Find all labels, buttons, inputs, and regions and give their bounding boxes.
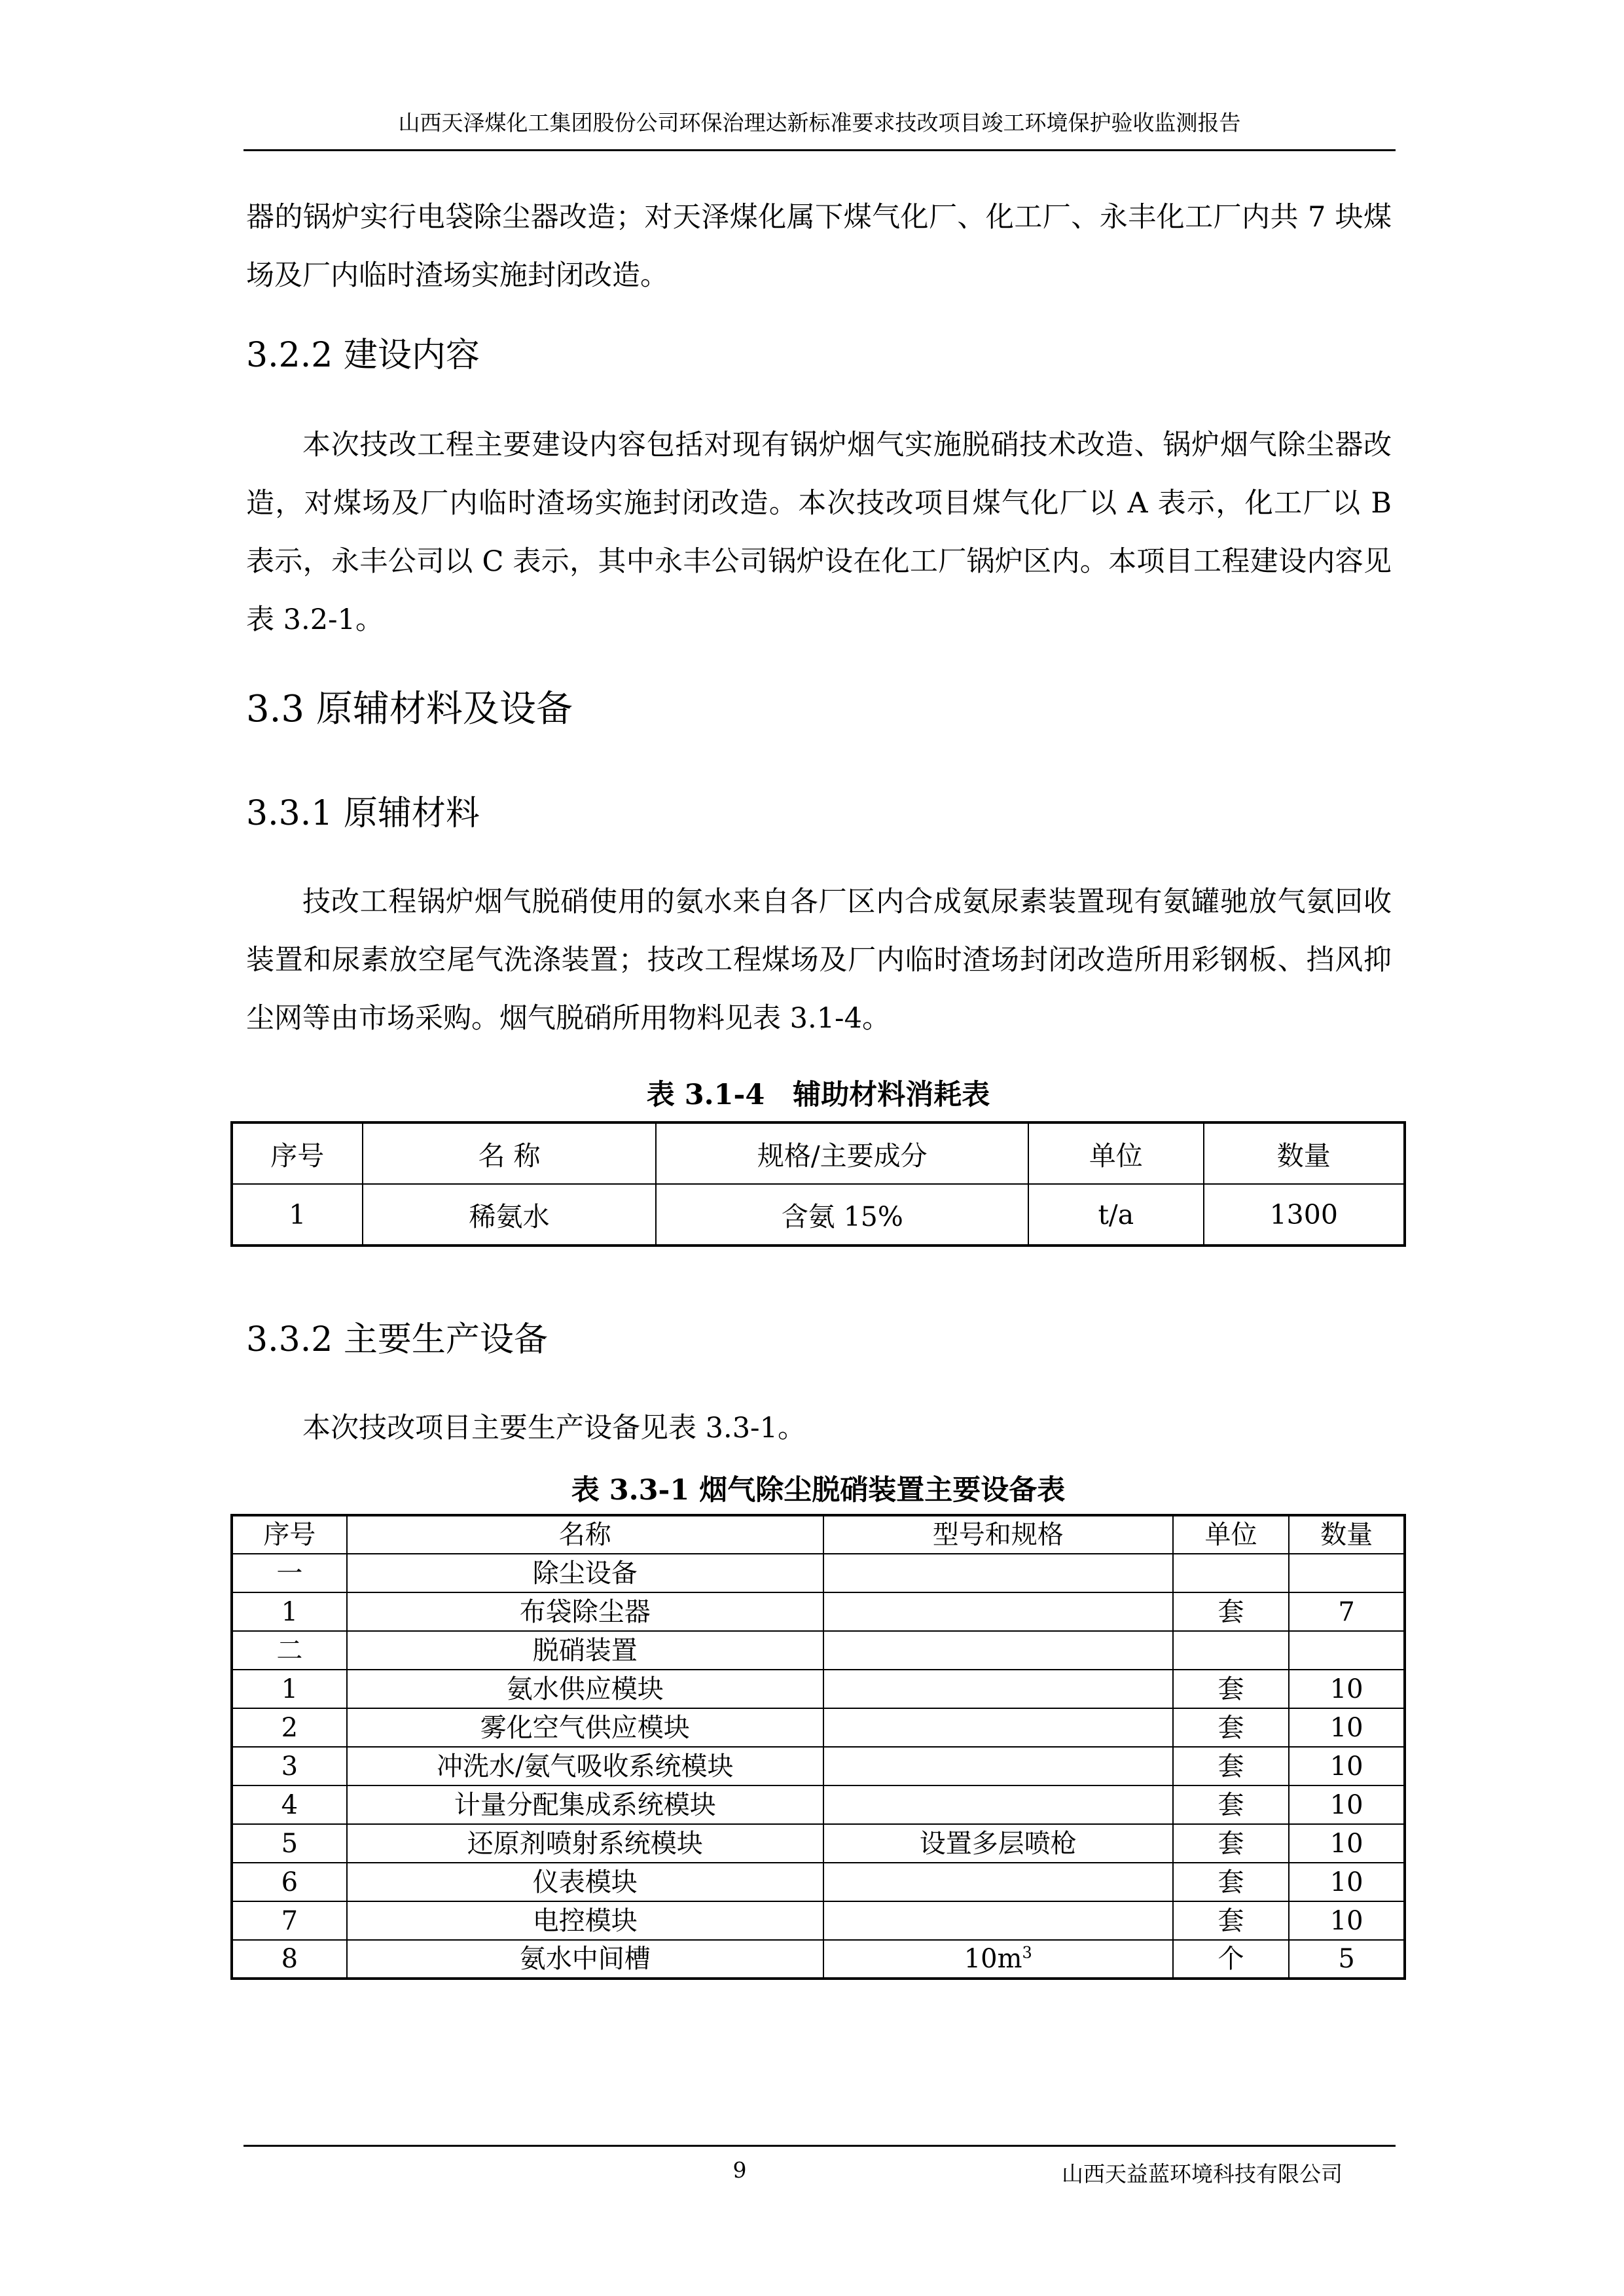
cell-quantity: 7 xyxy=(1289,1592,1405,1631)
cell-model xyxy=(823,1631,1173,1670)
cell-model xyxy=(823,1670,1173,1708)
cell-quantity: 10 xyxy=(1289,1785,1405,1824)
cell-index: 1 xyxy=(232,1592,347,1631)
cell-model xyxy=(823,1863,1173,1901)
cell-name: 计量分配集成系统模块 xyxy=(347,1785,823,1824)
cell-model xyxy=(823,1554,1173,1592)
cell-quantity: 5 xyxy=(1289,1940,1405,1979)
cell-name: 脱硝装置 xyxy=(347,1631,823,1670)
cell-name: 还原剂喷射系统模块 xyxy=(347,1824,823,1863)
cell-model xyxy=(823,1708,1173,1747)
cell-quantity: 10 xyxy=(1289,1824,1405,1863)
cell-unit: 套 xyxy=(1173,1708,1290,1747)
table-row xyxy=(232,1940,1405,1979)
cell-name: 电控模块 xyxy=(347,1901,823,1940)
cell-index: 8 xyxy=(232,1940,347,1979)
cell-unit: t/a xyxy=(1028,1184,1203,1246)
cell-unit: 套 xyxy=(1173,1901,1290,1940)
cell-model xyxy=(823,1592,1173,1631)
col-header-unit: 单位 xyxy=(1173,1515,1290,1554)
cell-model: $10m^3$ xyxy=(823,1940,1173,1979)
heading-3-2-2: 3.2.2 建设内容 xyxy=(246,336,480,375)
table-row xyxy=(232,1670,1405,1708)
col-header-unit: 单位 xyxy=(1028,1122,1203,1184)
table-row xyxy=(232,1863,1405,1901)
paragraph-equipment-intro: 本次技改项目主要生产设备见表 3.3-1。 xyxy=(302,1412,806,1444)
cell-quantity: 10 xyxy=(1289,1747,1405,1785)
cell-name: 稀氨水 xyxy=(363,1184,657,1246)
cell-unit: 个 xyxy=(1173,1940,1290,1979)
cell-name: 除尘设备 xyxy=(347,1554,823,1592)
cell-quantity: 10 xyxy=(1289,1670,1405,1708)
cell-unit xyxy=(1173,1554,1290,1592)
cell-unit: 套 xyxy=(1173,1863,1290,1901)
cell-index: 1 xyxy=(232,1670,347,1708)
heading-3-3-2: 3.3.2 主要生产设备 xyxy=(246,1320,548,1359)
table-header-row xyxy=(232,1122,1405,1184)
cell-name: 氨水供应模块 xyxy=(347,1670,823,1708)
paragraph-construction-content: 本次技改工程主要建设内容包括对现有锅炉烟气实施脱硝技术改造、锅炉烟气除尘器改造，对煤场及厂内临时渣场实施封闭改造。本次技改项目煤气化厂以 A 表示，化工厂以 B 表示，永丰公司以 C 表示，其中永丰公司锅炉设在化工厂锅炉区内。本项目工程建设内容见表 3.2-1。 xyxy=(246,429,1392,636)
cell-name: 布袋除尘器 xyxy=(347,1592,823,1631)
cell-unit: 套 xyxy=(1173,1824,1290,1863)
cell-unit: 套 xyxy=(1173,1592,1290,1631)
paragraph-continuation: 器的锅炉实行电袋除尘器改造；对天泽煤化属下煤气化厂、化工厂、永丰化工厂内共 7 块煤场及厂内临时渣场实施封闭改造。 xyxy=(246,201,1392,292)
table-row xyxy=(232,1708,1405,1747)
cell-name: 氨水中间槽 xyxy=(347,1940,823,1979)
col-header-index: 序号 xyxy=(232,1122,363,1184)
cell-spec: 含氨 15% xyxy=(656,1184,1028,1246)
col-header-name: 名 称 xyxy=(363,1122,657,1184)
cell-index: 3 xyxy=(232,1747,347,1785)
cell-model xyxy=(823,1785,1173,1824)
footer-rule xyxy=(244,2145,1396,2147)
table-header-row xyxy=(232,1515,1405,1554)
table-row xyxy=(232,1785,1405,1824)
table2-caption: 表 3.3-1 烟气除尘脱硝装置主要设备表 xyxy=(571,1474,1066,1507)
cell-quantity: 10 xyxy=(1289,1863,1405,1901)
cell-quantity: 1300 xyxy=(1204,1184,1405,1246)
table-aux-materials xyxy=(230,1121,1406,1247)
heading-3-3-1: 3.3.1 原辅材料 xyxy=(246,794,480,833)
col-header-quantity: 数量 xyxy=(1204,1122,1405,1184)
cell-index: 二 xyxy=(232,1631,347,1670)
cell-unit xyxy=(1173,1631,1290,1670)
cell-index: 1 xyxy=(232,1184,363,1246)
cell-quantity: 10 xyxy=(1289,1901,1405,1940)
table-row xyxy=(232,1824,1405,1863)
cell-index: 6 xyxy=(232,1863,347,1901)
cell-unit: 套 xyxy=(1173,1785,1290,1824)
table1-caption: 表 3.1-4 辅助材料消耗表 xyxy=(646,1079,990,1111)
table-equipment xyxy=(230,1514,1406,1980)
footer-company: 山西天益蓝环境科技有限公司 xyxy=(1062,2161,1343,2187)
cell-quantity xyxy=(1289,1631,1405,1670)
cell-quantity: 10 xyxy=(1289,1708,1405,1747)
page-header: 山西天泽煤化工集团股份公司环保治理达新标准要求技改项目竣工环境保护验收监测报告 xyxy=(398,110,1241,135)
cell-name: 仪表模块 xyxy=(347,1863,823,1901)
table-row xyxy=(232,1554,1405,1592)
table-row xyxy=(232,1901,1405,1940)
table-row xyxy=(232,1184,1405,1246)
cell-model xyxy=(823,1747,1173,1785)
table-row xyxy=(232,1592,1405,1631)
cell-index: 5 xyxy=(232,1824,347,1863)
cell-name: 雾化空气供应模块 xyxy=(347,1708,823,1747)
cell-name: 冲洗水/氨气吸收系统模块 xyxy=(347,1747,823,1785)
col-header-model: 型号和规格 xyxy=(823,1515,1173,1554)
paragraph-raw-materials: 技改工程锅炉烟气脱硝使用的氨水来自各厂区内合成氨尿素装置现有氨罐驰放气氨回收装置和尿素放空尾气洗涤装置；技改工程煤场及厂内临时渣场封闭改造所用彩钢板、挡风抑尘网等由市场采购。烟气脱硝所用物料见表 3.1-4。 xyxy=(246,886,1392,1035)
page-number: 9 xyxy=(732,2157,747,2183)
cell-quantity xyxy=(1289,1554,1405,1592)
col-header-name: 名称 xyxy=(347,1515,823,1554)
table-row xyxy=(232,1747,1405,1785)
col-header-quantity: 数量 xyxy=(1289,1515,1405,1554)
cell-unit: 套 xyxy=(1173,1747,1290,1785)
cell-unit: 套 xyxy=(1173,1670,1290,1708)
header-rule xyxy=(244,149,1396,151)
cell-index: 一 xyxy=(232,1554,347,1592)
cell-model xyxy=(823,1901,1173,1940)
heading-3-3: 3.3 原辅材料及设备 xyxy=(246,688,573,730)
superscript-cubic: 3 xyxy=(1022,1943,1032,1962)
cell-index: 4 xyxy=(232,1785,347,1824)
table-row xyxy=(232,1631,1405,1670)
cell-index: 2 xyxy=(232,1708,347,1747)
col-header-index: 序号 xyxy=(232,1515,347,1554)
col-header-spec: 规格/主要成分 xyxy=(656,1122,1028,1184)
cell-model: 设置多层喷枪 xyxy=(823,1824,1173,1863)
cell-index: 7 xyxy=(232,1901,347,1940)
